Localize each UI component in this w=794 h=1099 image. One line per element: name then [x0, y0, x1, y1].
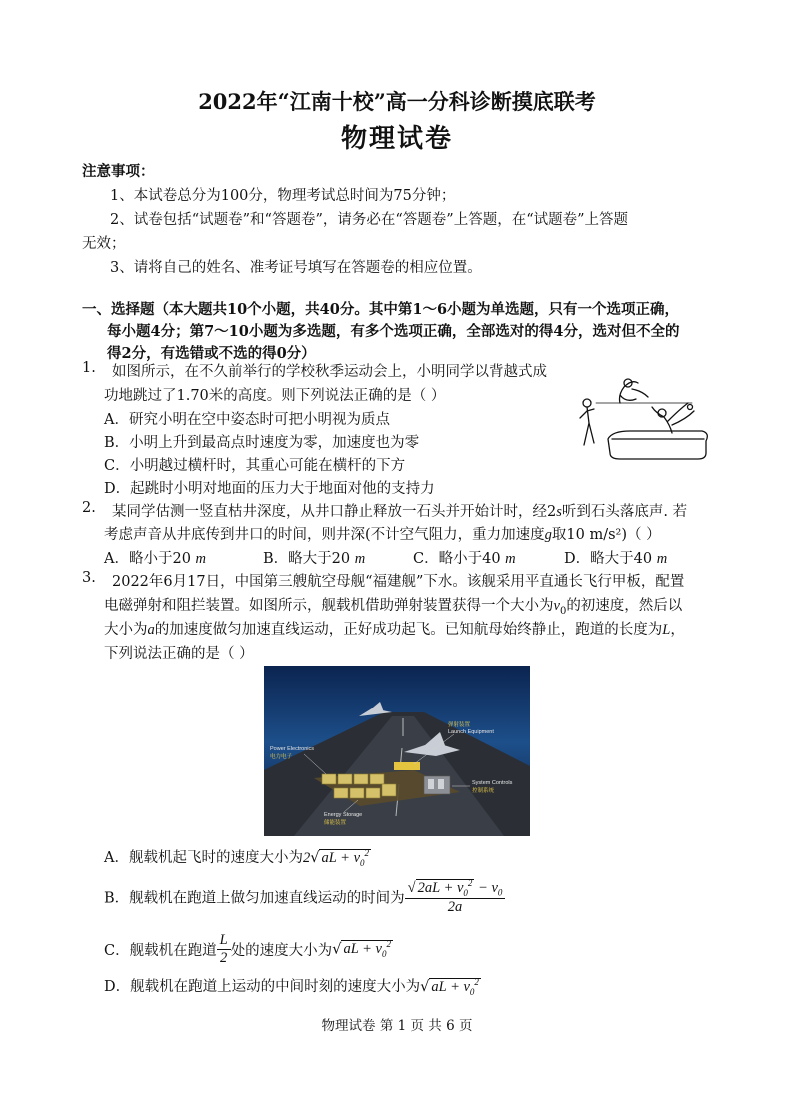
section-header-line2: 每小题4分；第7～10小题为多选题，有多个选项正确，全部选对的得4分，选对但不全的 [107, 323, 680, 340]
q3-option-a: A．舰载机起飞时的速度大小为2√ aL + $v_0^2$ [104, 848, 370, 868]
label-system-controls-en: System Controls [472, 780, 513, 786]
q2-stem-2: 考虑声音从井底传到井口的时间，则井深(不计空气阻力，重力加速度g取10 m/s²)（ ） [104, 527, 661, 543]
q1-option-a: A．研究小明在空中姿态时可把小明视为质点 [104, 412, 390, 428]
notice-item-2-cont: 无效； [82, 236, 126, 252]
label-power-electronics-cn: 电力电子 [270, 754, 293, 760]
q1-option-d: D．起跳时小明对地面的压力大于地面对他的支持力 [104, 481, 435, 497]
label-energy-storage-cn: 储能装置 [324, 820, 347, 826]
q3-option-b-fraction: $\frac{√ 2aL + v_0^2 - v_0}{2a}$ [405, 878, 506, 916]
q3-option-d: D．舰载机在跑道上运动的中间时刻的速度大小为√ aL + $v_0^2$ [104, 977, 479, 997]
q2-stem-1: 某同学估测一竖直枯井深度，从井口静止释放一石头并开始计时，经2s听到石头落底声. 若 [112, 504, 688, 520]
q1-number: 1. [82, 360, 96, 376]
label-power-electronics-en: Power Electronics [270, 746, 315, 752]
notice-item-2: 2、试卷包括“试题卷”和“答题卷”，请务必在“答题卷”上答题，在“试题卷”上答题 [110, 212, 629, 228]
notice-item-3: 3、请将自己的姓名、准考证号填写在答题卷的相应位置。 [110, 260, 482, 276]
q3-stem-4: 下列说法正确的是（ ） [104, 646, 254, 662]
q3-stem-1: 2022年6月17日，中国第三艘航空母舰“福建舰”下水。该舰采用平直通长飞行甲板，配置 [112, 574, 685, 590]
q1-option-c: C．小明越过横杆时，其重心可能在横杆的下方 [104, 458, 406, 474]
q1-stem-2: 功地跳过了1.70米的高度。则下列说法正确的是（ ） [104, 388, 446, 404]
q3-number: 3. [82, 570, 96, 586]
q2-option-b: B．略大于20 m [263, 551, 366, 567]
q3-option-c: C．舰载机在跑道 $\frac{L}{2}$ 处的速度大小为√ aL + $v_0^2$ [104, 932, 391, 966]
carrier-catapult-figure [264, 666, 530, 836]
label-launch-cn: 弹射装置 [448, 722, 471, 728]
page-footer: 物理试卷 第 1 页 共 6 页 [321, 1018, 473, 1034]
notice-item-1: 1、本试卷总分为100分，物理考试总时间为75分钟； [110, 188, 456, 204]
section-header-line3: 得2分，有选错或不选的得0分） [107, 345, 316, 362]
label-launch-en: Launch Equipment [448, 729, 494, 735]
high-jump-illustration [572, 373, 712, 485]
exam-subject: 物理试卷 [340, 124, 453, 154]
q3-option-c-fraction: $\frac{L}{2}$ [217, 932, 231, 967]
q1-option-b: B．小明上升到最高点时速度为零，加速度也为零 [104, 435, 420, 451]
q3-option-b: B．舰载机在跑道上做匀加速直线运动的时间为 $\frac{√ 2aL + v_0^2 - v_0}{2a}$ [104, 878, 505, 916]
q3-stem-2: 电磁弹射和阻拦装置。如图所示，舰载机借助弹射装置获得一个大小为$v_0$的初速度，然后以 [104, 598, 683, 617]
section-header-line1: 一、选择题（本大题共10个小题，共40分。其中第1～6小题为单选题，只有一个选项正确， [82, 301, 680, 318]
label-system-controls-cn: 控制系统 [472, 788, 495, 794]
q2-option-a: A．略小于20 m [104, 551, 207, 567]
q3-stem-3: 大小为a的加速度做匀加速直线运动，正好成功起飞。已知航母始终静止，跑道的长度为L， [104, 622, 685, 638]
q2-option-d: D．略大于40 m [564, 551, 668, 567]
notice-heading: 注意事项： [82, 163, 155, 180]
q1-stem-1: 如图所示，在不久前举行的学校秋季运动会上，小明同学以背越式成 [112, 364, 547, 380]
exam-title: 2022年“江南十校”高一分科诊断摸底联考 [198, 89, 596, 114]
q2-option-c: C．略小于40 m [413, 551, 516, 567]
q2-number: 2. [82, 500, 96, 516]
label-energy-storage-en: Energy Storage [324, 812, 363, 818]
